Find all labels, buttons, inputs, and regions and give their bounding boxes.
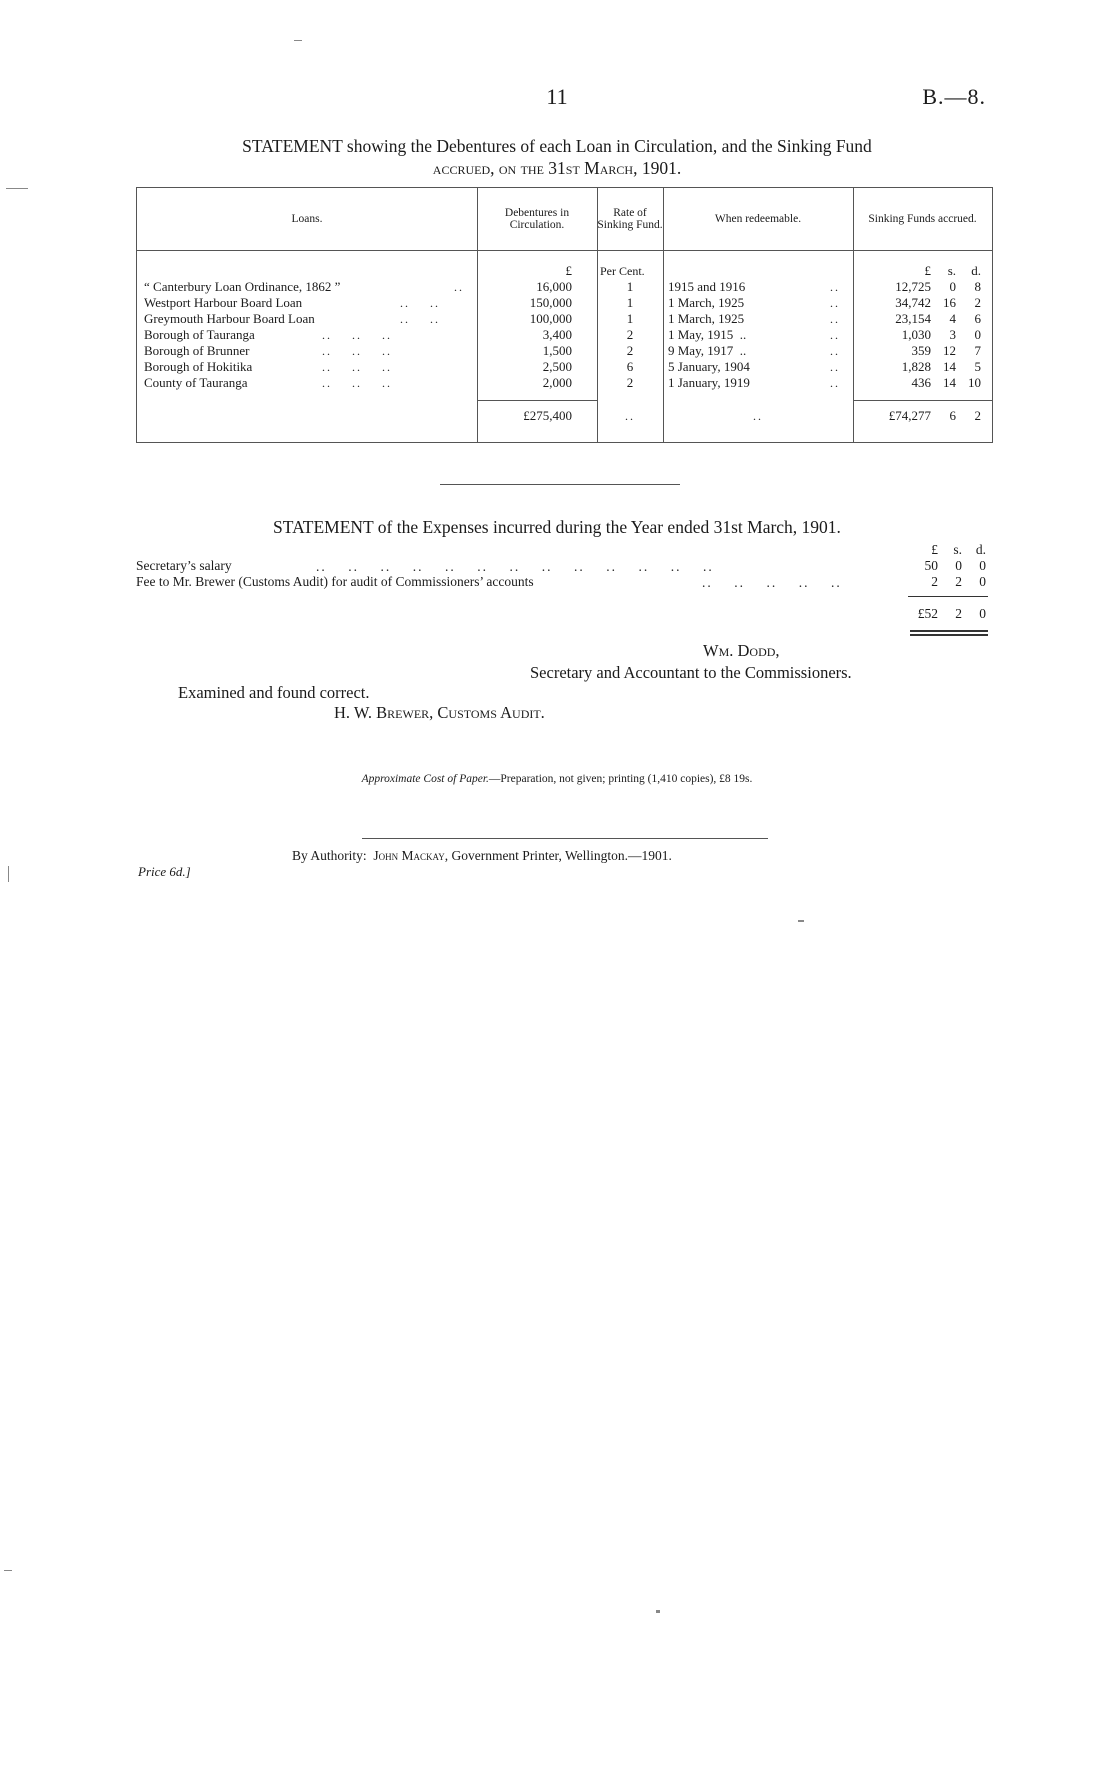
printer-authority (292, 848, 672, 864)
exp-unit-pounds: £ (931, 542, 938, 557)
col-header-debentures: Debentures in Circulation. (504, 206, 570, 231)
printer-name: John Mackay, (373, 848, 449, 863)
expense-pounds: 50 (924, 558, 938, 573)
header-rule (137, 250, 992, 251)
unit-sinking-l: £ (924, 263, 931, 278)
rate-value: 1 (626, 311, 634, 326)
sinking-shillings: 4 (949, 311, 956, 326)
sinking-pounds: 436 (911, 375, 931, 390)
scan-speck (6, 188, 28, 189)
debentures-value: 2,500 (542, 359, 572, 374)
debentures-value: 100,000 (529, 311, 572, 326)
leader-dots: .. (830, 344, 840, 358)
unit-sinking-s: s. (947, 263, 956, 278)
expense-pence: 0 (979, 574, 986, 589)
sinking-pence: 2 (974, 295, 981, 310)
scan-speck (8, 866, 9, 882)
expenses-total-shillings: 2 (955, 606, 962, 621)
expense-label: Secretary’s salary (136, 558, 232, 573)
expenses-total-pounds: £52 (917, 606, 938, 621)
section-separator (440, 484, 680, 485)
leader-dots: .. (830, 360, 840, 374)
page-number: 11 (546, 84, 568, 109)
debentures-value: 1,500 (542, 343, 572, 358)
redeemable-value: 1915 and 1916 (668, 279, 746, 294)
price-label: Price 6d.] (138, 864, 191, 879)
debentures-title-line1: STATEMENT showing the Debentures of each Loan in Circulation, and the Sinking Fund (242, 136, 872, 156)
sinking-pounds: 359 (911, 343, 931, 358)
leader-dots: .. .. .. .. .. .. .. .. .. .. .. .. .. (316, 559, 714, 574)
debentures-statement-title (0, 135, 1114, 179)
col-header-loans: Loans. (291, 212, 323, 225)
redeemable-value: 9 May, 1917 .. (668, 343, 747, 358)
sinking-shillings: 12 (943, 343, 956, 358)
expense-label: Fee to Mr. Brewer (Customs Audit) for audit of Commissioners’ accounts (136, 574, 534, 589)
leader-dots: .. (830, 280, 840, 294)
loan-name: Greymouth Harbour Board Loan (144, 311, 315, 326)
double-rule (910, 630, 988, 632)
sinking-pounds: 12,725 (895, 279, 931, 294)
expense-item (136, 574, 534, 590)
sinking-pounds: 34,742 (895, 295, 931, 310)
cost-of-paper-note (0, 773, 1114, 785)
expense-pence: 0 (979, 558, 986, 573)
exp-unit-pence: d. (975, 542, 986, 557)
total-rate: .. (625, 409, 635, 423)
unit-sinking-d: d. (971, 263, 981, 278)
loan-name: County of Tauranga (144, 375, 248, 390)
rate-value: 2 (626, 327, 634, 342)
scan-speck (294, 40, 302, 41)
expense-shillings: 2 (955, 574, 962, 589)
exp-unit-shillings: s. (953, 542, 962, 557)
total-redeemable: .. (753, 409, 763, 423)
cost-text: —Preparation, not given; printing (1,410 copies), £8 19s. (488, 773, 753, 785)
double-rule (910, 634, 988, 636)
debentures-value: 150,000 (529, 295, 572, 310)
scan-speck (798, 920, 804, 922)
leader-dots: .. .. (400, 312, 440, 326)
cost-label: Approximate Cost of Paper. (361, 773, 489, 785)
sinking-pence: 5 (974, 359, 981, 374)
leader-dots: .. .. (400, 296, 440, 310)
sinking-shillings: 14 (943, 359, 956, 374)
debentures-value: 3,400 (542, 327, 572, 342)
leader-dots: .. (830, 312, 840, 326)
debentures-value: 2,000 (542, 375, 572, 390)
expense-pounds: 2 (931, 574, 938, 589)
leader-dots: .. (454, 280, 464, 294)
total-sinking-pounds: £74,277 (888, 408, 931, 423)
authority-prefix: By Authority: (292, 848, 367, 863)
auditor-signature: H. W. Brewer, Customs Audit. (334, 703, 545, 722)
total-debentures: £275,400 (523, 408, 572, 423)
scan-speck (4, 1570, 12, 1571)
redeemable-value: 5 January, 1904 (668, 359, 750, 374)
col-header-sinking: Sinking Funds accrued. (868, 212, 977, 225)
rate-value: 2 (626, 343, 634, 358)
column-divider (663, 188, 664, 442)
redeemable-value: 1 May, 1915 .. (668, 327, 747, 342)
expenses-total-pence: 0 (979, 606, 986, 621)
expense-shillings: 0 (955, 558, 962, 573)
rate-value: 2 (626, 375, 634, 390)
sinking-pounds: 23,154 (895, 311, 931, 326)
sinking-pence: 0 (974, 327, 981, 342)
redeemable-value: 1 March, 1925 (668, 295, 745, 310)
document-reference: B.—8. (922, 84, 986, 109)
debentures-title-line2: accrued, on the 31st March, 1901. (432, 158, 682, 178)
loan-name: Borough of Tauranga (144, 327, 255, 342)
authority-suffix: Government Printer, Wellington.—1901. (451, 848, 672, 863)
loan-name: Westport Harbour Board Loan (144, 295, 303, 310)
col-header-rate: Rate of Sinking Fund. (597, 206, 663, 231)
rate-value: 6 (626, 359, 634, 374)
sinking-pence: 7 (974, 343, 981, 358)
total-rule (908, 596, 988, 597)
rate-value: 1 (626, 295, 634, 310)
redeemable-value: 1 March, 1925 (668, 311, 745, 326)
rate-value: 1 (626, 279, 634, 294)
leader-dots: .. .. .. (322, 360, 392, 374)
redeemable-value: 1 January, 1919 (668, 375, 750, 390)
leader-dots: .. .. .. (322, 344, 392, 358)
leader-dots: .. (830, 376, 840, 390)
sinking-pence: 6 (974, 311, 981, 326)
examined-statement: Examined and found correct. (178, 683, 370, 702)
unit-percent: Per Cent. (600, 264, 645, 278)
unit-pounds: £ (565, 263, 572, 278)
leader-dots: .. .. .. (322, 376, 392, 390)
total-sinking-pence: 2 (974, 408, 981, 423)
total-rule (853, 400, 992, 401)
sinking-shillings: 0 (949, 279, 956, 294)
leader-dots: .. .. .. (322, 328, 392, 342)
authority-rule (362, 838, 768, 839)
debentures-table (136, 187, 993, 443)
leader-dots: .. (830, 296, 840, 310)
loan-name: Borough of Brunner (144, 343, 250, 358)
expenses-statement-title: STATEMENT of the Expenses incurred during the Year ended 31st March, 1901. (273, 517, 841, 537)
signatory-role: Secretary and Accountant to the Commissioners. (530, 663, 852, 682)
sinking-shillings: 16 (943, 295, 956, 310)
sinking-pence: 10 (968, 375, 981, 390)
loan-name: Borough of Hokitika (144, 359, 253, 374)
debentures-value: 16,000 (536, 279, 572, 294)
expense-item (136, 558, 232, 574)
loan-name: “ Canterbury Loan Ordinance, 1862 ” (144, 279, 341, 294)
sinking-shillings: 3 (949, 327, 956, 342)
scan-speck (656, 1610, 660, 1613)
leader-dots: .. .. .. .. .. (702, 575, 842, 590)
col-header-redeemable: When redeemable. (714, 212, 802, 225)
sinking-pence: 8 (974, 279, 981, 294)
total-rule (477, 400, 597, 401)
leader-dots: .. (830, 328, 840, 342)
sinking-shillings: 14 (943, 375, 956, 390)
total-sinking-shillings: 6 (949, 408, 956, 423)
sinking-pounds: 1,030 (901, 327, 931, 342)
sinking-pounds: 1,828 (901, 359, 931, 374)
signatory-name: Wm. Dodd, (703, 641, 780, 660)
